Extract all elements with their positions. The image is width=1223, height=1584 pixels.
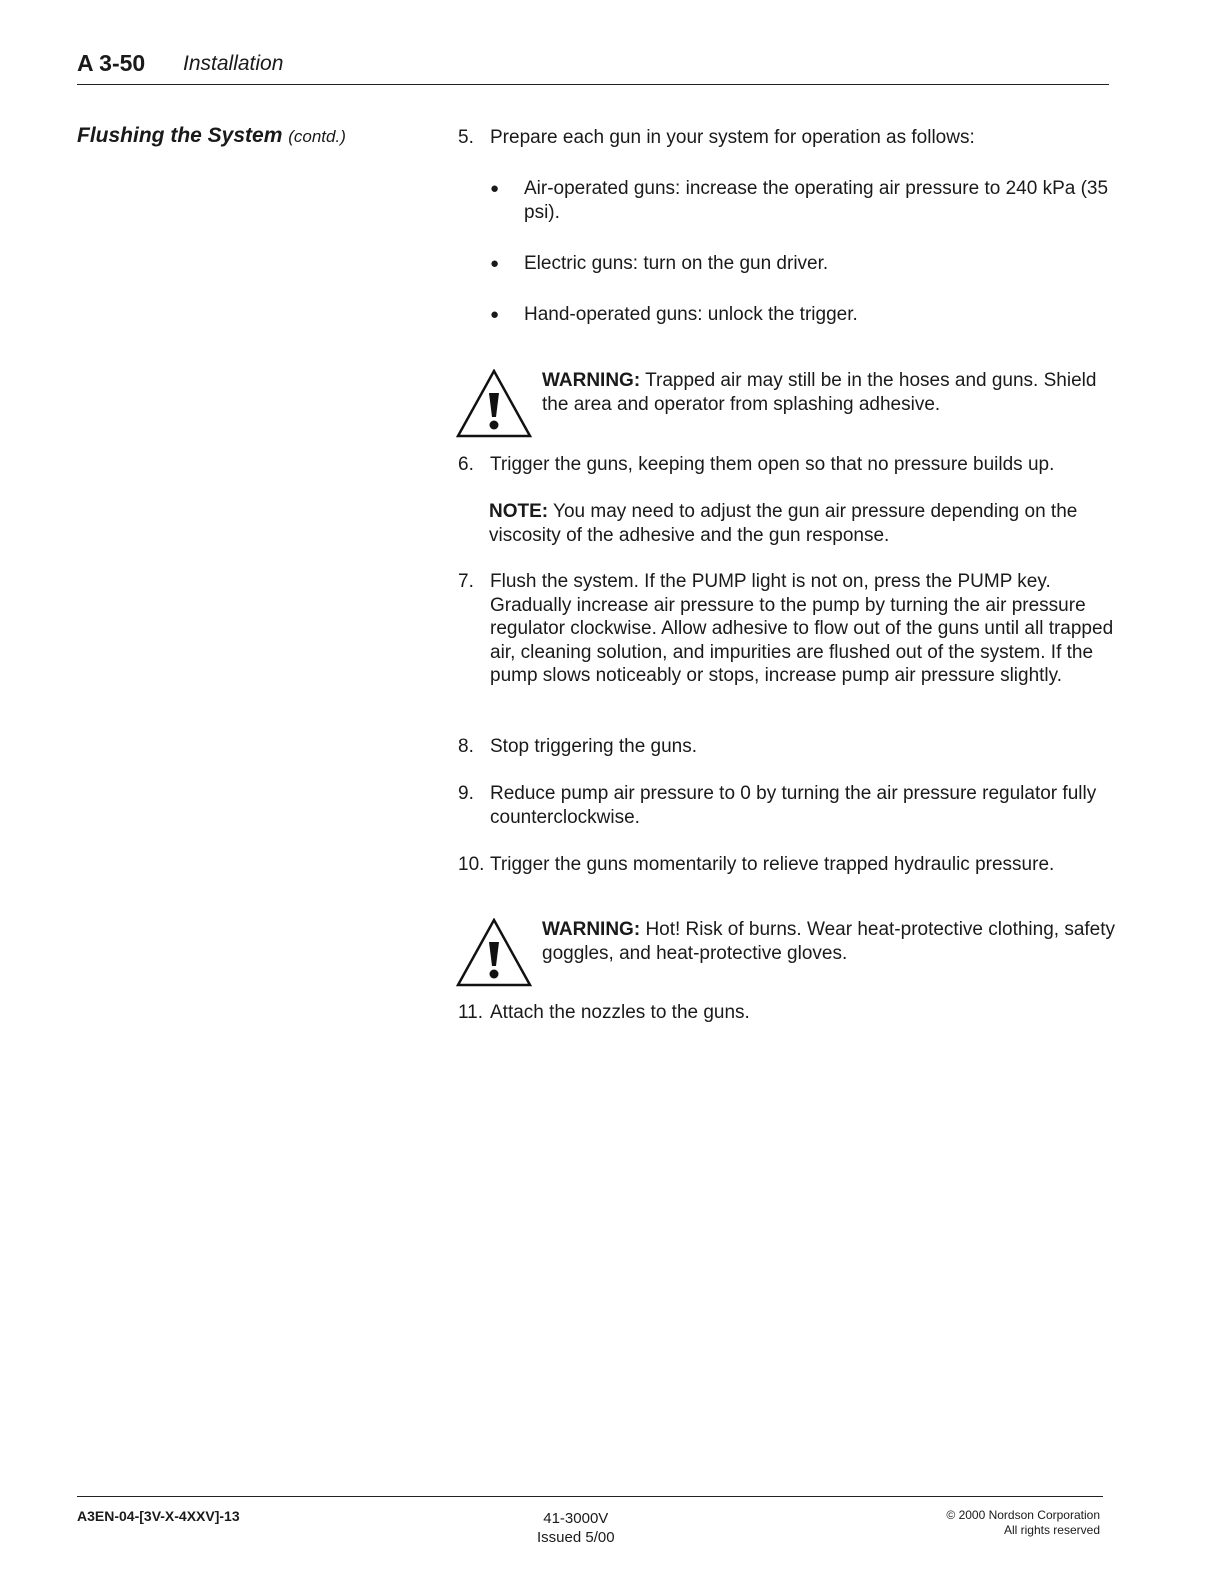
side-heading-contd: (contd.) <box>288 127 346 146</box>
warning-label: WARNING: <box>542 370 641 391</box>
step-number: 10. <box>458 854 485 875</box>
issue-date: Issued 5/00 <box>537 1529 615 1546</box>
step-7 <box>458 570 1118 688</box>
step-8 <box>458 735 1118 759</box>
warning-body: Hot! Risk of burns. Wear heat-protective clothing, safety goggles, and heat-protective gloves. <box>542 919 1116 964</box>
part-number-block <box>537 1509 615 1547</box>
bullet-hand-operated <box>490 303 1115 327</box>
note-text: You may need to adjust the gun air pressure depending on the viscosity of the adhesive and the gun response. <box>489 501 1078 546</box>
page-footer <box>77 1496 1103 1547</box>
page-number: A 3-50 <box>77 50 146 76</box>
step-5 <box>458 126 1118 150</box>
bullet-dot-icon: ● <box>490 180 500 197</box>
step-number: 5. <box>458 127 474 148</box>
step-6 <box>458 453 1118 477</box>
bullet-text: Electric guns: turn on the gun driver. <box>524 253 829 274</box>
step-text: Trigger the guns momentarily to relieve trapped hydraulic pressure. <box>490 854 1055 875</box>
step-number: 6. <box>458 454 474 475</box>
warning-triangle-icon <box>455 918 533 988</box>
step-number: 7. <box>458 571 474 592</box>
step-text: Prepare each gun in your system for operation as follows: <box>490 127 975 148</box>
bullet-air-operated <box>490 177 1115 224</box>
bullet-text: Hand-operated guns: unlock the trigger. <box>524 304 858 325</box>
step-text: Attach the nozzles to the guns. <box>490 1002 750 1023</box>
step-text: Trigger the guns, keeping them open so that no pressure builds up. <box>490 454 1055 475</box>
step-text: Stop triggering the guns. <box>490 736 698 757</box>
bullet-dot-icon: ● <box>490 255 500 272</box>
step-10 <box>458 853 1118 877</box>
section-name: Installation <box>183 52 284 75</box>
rights-reserved: All rights reserved <box>1003 1523 1100 1537</box>
step-11 <box>458 1001 1118 1025</box>
warning-label: WARNING: <box>542 919 641 940</box>
copyright-block <box>946 1508 1100 1538</box>
note-label: NOTE: <box>489 501 549 522</box>
step-text: Reduce pump air pressure to 0 by turning the air pressure regulator fully counterclockwise. <box>490 783 1097 828</box>
warning-triangle-icon <box>455 369 533 439</box>
page-header <box>77 48 1109 85</box>
document-code: A3EN-04-[3V-X-4XXV]-13 <box>77 1508 240 1524</box>
step-number: 11. <box>458 1002 484 1023</box>
bullet-dot-icon: ● <box>490 306 500 323</box>
side-heading <box>77 124 346 148</box>
warning-body: Trapped air may still be in the hoses and guns. Shield the area and operator from splashing adhesive. <box>542 370 1097 415</box>
step-text: Flush the system. If the PUMP light is not on, press the PUMP key. Gradually increase air pressure to the pump by turning the air pressure regulator clockwise. Allow adhesive to flow out of the guns until all trapped air, cleaning solution, and impurities are flushed out of the system. If the pump slows noticeably or stops, increase pump air pressure slightly. <box>490 571 1114 686</box>
warning-text <box>542 369 1117 416</box>
warning-text <box>542 918 1117 965</box>
part-number: 41-3000V <box>543 1510 609 1527</box>
bullet-text: Air-operated guns: increase the operating air pressure to 240 kPa (35 psi). <box>524 178 1109 223</box>
step-number: 9. <box>458 783 474 804</box>
step-number: 8. <box>458 736 474 757</box>
side-heading-title: Flushing the System <box>77 124 283 147</box>
bullet-electric <box>490 252 1115 276</box>
note-gun-air-pressure <box>489 500 1109 547</box>
step-9 <box>458 782 1118 829</box>
copyright: © 2000 Nordson Corporation <box>946 1508 1100 1522</box>
